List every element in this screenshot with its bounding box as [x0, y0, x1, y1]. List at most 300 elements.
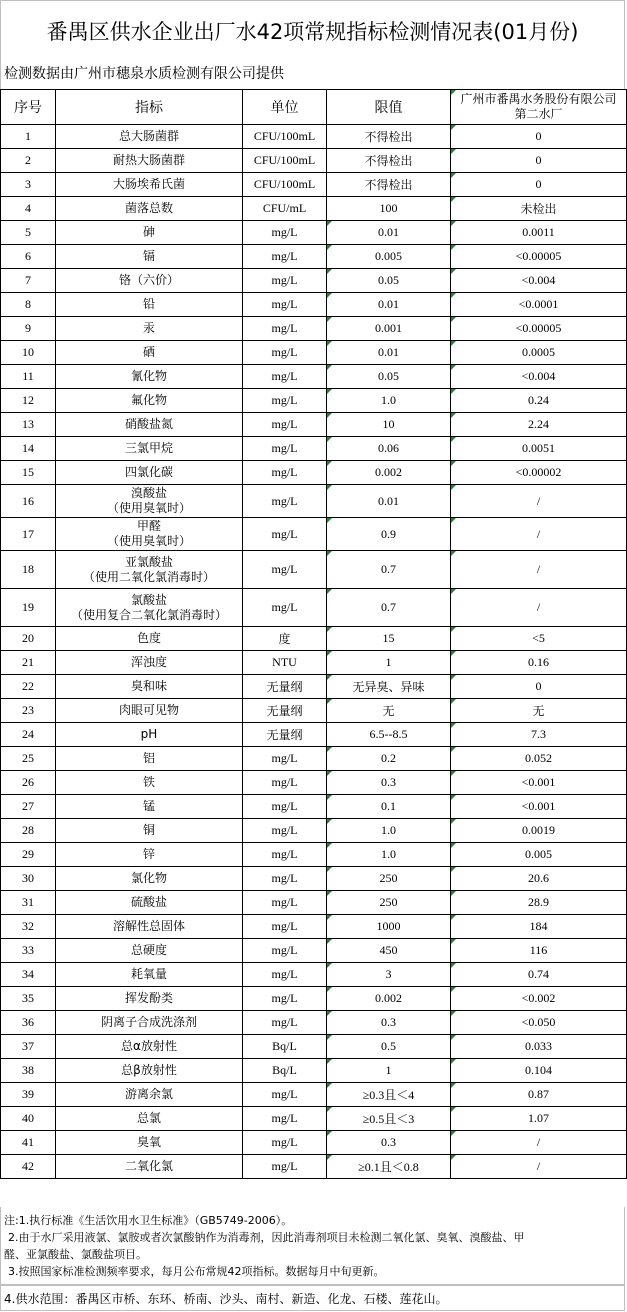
row-result: <0.050	[451, 1011, 627, 1035]
row-number: 11	[1, 365, 56, 389]
row-limit: 1.0	[327, 843, 451, 867]
indicator-name: 氰化物	[130, 369, 167, 383]
table-row	[1, 589, 627, 627]
row-unit: mg/L	[243, 437, 327, 461]
row-number: 40	[1, 1107, 56, 1131]
row-unit: mg/L	[243, 341, 327, 365]
indicator-name: 总氯	[136, 1111, 161, 1125]
indicator-name: 挥发酚类	[124, 991, 173, 1005]
row-indicator	[56, 699, 243, 723]
row-indicator	[56, 125, 243, 149]
row-unit: CFU/100mL	[243, 173, 327, 197]
row-unit: mg/L	[243, 389, 327, 413]
row-indicator	[56, 269, 243, 293]
row-limit: 1.0	[327, 819, 451, 843]
row-indicator	[56, 915, 243, 939]
row-result: <0.004	[451, 365, 627, 389]
table-row	[1, 437, 627, 461]
row-number: 17	[1, 518, 56, 551]
row-result: 0.16	[451, 651, 627, 675]
header-unit: 单位	[243, 90, 327, 125]
row-result: <0.001	[451, 795, 627, 819]
supply-scope: 4.供水范围：番禺区市桥、东环、桥南、沙头、南村、新造、化龙、石楼、莲花山。	[0, 1285, 625, 1311]
row-number: 23	[1, 699, 56, 723]
table-row	[1, 173, 627, 197]
table-row	[1, 699, 627, 723]
header-company-plant: 第二水厂	[514, 107, 563, 121]
table-row	[1, 1035, 627, 1059]
row-number: 1	[1, 125, 56, 149]
row-limit: 0.5	[327, 1035, 451, 1059]
row-indicator	[56, 651, 243, 675]
table-row	[1, 1011, 627, 1035]
table-row	[1, 149, 627, 173]
indicator-name: 总硬度	[130, 943, 167, 957]
row-unit: mg/L	[243, 551, 327, 589]
note-line: 注:1.执行标准《生活饮用水卫生标准》（GB5749-2006）。	[4, 1214, 293, 1227]
indicator-name: 锌	[142, 847, 155, 861]
header-indicator: 指标	[56, 90, 243, 125]
indicator-name: 游离余氯	[124, 1087, 173, 1101]
row-number: 4	[1, 197, 56, 221]
row-unit: mg/L	[243, 293, 327, 317]
row-indicator	[56, 843, 243, 867]
row-number: 2	[1, 149, 56, 173]
table-row	[1, 1059, 627, 1083]
row-indicator	[56, 317, 243, 341]
row-indicator	[56, 1059, 243, 1083]
row-result: 0	[451, 173, 627, 197]
row-indicator	[56, 221, 243, 245]
row-limit: 0.01	[327, 293, 451, 317]
row-limit: 250	[327, 867, 451, 891]
table-row	[1, 723, 627, 747]
row-result: 0.0051	[451, 437, 627, 461]
row-limit: 3	[327, 963, 451, 987]
table-row	[1, 627, 627, 651]
indicator-name: 四氯化碳	[124, 465, 173, 479]
table-row	[1, 843, 627, 867]
row-limit: 不得检出	[327, 125, 451, 149]
row-unit: Bq/L	[243, 1059, 327, 1083]
row-unit: mg/L	[243, 1011, 327, 1035]
row-limit: ≥0.3且＜4	[327, 1083, 451, 1107]
table-row	[1, 771, 627, 795]
table-row	[1, 1131, 627, 1155]
header-company-name: 广州市番禺水务股份有限公司	[460, 92, 617, 106]
row-unit: mg/L	[243, 1131, 327, 1155]
table-row	[1, 365, 627, 389]
row-limit: 0.01	[327, 485, 451, 518]
table-row	[1, 939, 627, 963]
row-number: 33	[1, 939, 56, 963]
row-number: 14	[1, 437, 56, 461]
indicator-name: 砷	[142, 225, 155, 239]
table-row	[1, 125, 627, 149]
table-row	[1, 389, 627, 413]
row-indicator	[56, 518, 243, 551]
indicator-condition: （使用复合二氧化氯消毒时）	[70, 607, 227, 622]
row-number: 6	[1, 245, 56, 269]
row-indicator	[56, 1083, 243, 1107]
table-row	[1, 317, 627, 341]
indicator-name: 溴酸盐	[130, 486, 167, 500]
note-line: 2.由于水厂采用液氯、氯胺或者次氯酸钠作为消毒剂，因此消毒剂项目未检测二氧化氯、臭氧、溴酸盐、甲	[8, 1231, 525, 1244]
row-result: 116	[451, 939, 627, 963]
table-row	[1, 341, 627, 365]
row-indicator	[56, 293, 243, 317]
indicator-table	[0, 89, 627, 1179]
indicator-name: 总β放射性	[121, 1063, 177, 1077]
row-unit: mg/L	[243, 963, 327, 987]
row-number: 42	[1, 1155, 56, 1179]
indicator-name: 铬（六价）	[118, 273, 179, 287]
table-row	[1, 551, 627, 589]
row-indicator	[56, 747, 243, 771]
table-row	[1, 1083, 627, 1107]
note-line: 醛、亚氯酸盐、氯酸盐项目。	[4, 1248, 147, 1261]
indicator-name: 阴离子合成洗涤剂	[100, 1015, 197, 1029]
indicator-name: 耗氧量	[130, 967, 167, 981]
table-row	[1, 747, 627, 771]
row-result: <5	[451, 627, 627, 651]
row-result: 0.0011	[451, 221, 627, 245]
indicator-name: 氟化物	[130, 393, 167, 407]
row-limit: 0.3	[327, 771, 451, 795]
row-limit: 0.2	[327, 747, 451, 771]
row-number: 5	[1, 221, 56, 245]
table-row	[1, 413, 627, 437]
row-limit: ≥0.5且＜3	[327, 1107, 451, 1131]
row-limit: 6.5--8.5	[327, 723, 451, 747]
indicator-name: 大肠埃希氏菌	[112, 177, 185, 191]
row-result: 0	[451, 125, 627, 149]
row-unit: mg/L	[243, 987, 327, 1011]
row-indicator	[56, 245, 243, 269]
row-result: 0.033	[451, 1035, 627, 1059]
indicator-name: 甲醛	[136, 519, 161, 533]
row-result: 184	[451, 915, 627, 939]
row-indicator	[56, 987, 243, 1011]
row-result: 0	[451, 675, 627, 699]
indicator-name: 硒	[142, 345, 155, 359]
row-unit: mg/L	[243, 317, 327, 341]
row-unit: mg/L	[243, 891, 327, 915]
row-number: 20	[1, 627, 56, 651]
indicator-name: 三氯甲烷	[124, 441, 173, 455]
row-unit: CFU/mL	[243, 197, 327, 221]
table-row	[1, 963, 627, 987]
table-row	[1, 1107, 627, 1131]
row-number: 25	[1, 747, 56, 771]
table-row	[1, 915, 627, 939]
row-unit: CFU/100mL	[243, 149, 327, 173]
table-row	[1, 461, 627, 485]
row-indicator	[56, 485, 243, 518]
table-row	[1, 518, 627, 551]
indicator-name: 总大肠菌群	[118, 129, 179, 143]
row-indicator	[56, 197, 243, 221]
row-limit: 0.002	[327, 987, 451, 1011]
row-result: 0.005	[451, 843, 627, 867]
row-number: 3	[1, 173, 56, 197]
row-number: 19	[1, 589, 56, 627]
table-row	[1, 891, 627, 915]
row-result: 0	[451, 149, 627, 173]
note-line: 3.按照国家标准检测频率要求，每月公布常规42项指标。数据每月中旬更新。	[8, 1265, 385, 1278]
row-indicator	[56, 341, 243, 365]
indicator-name: 氯酸盐	[130, 592, 167, 607]
row-number: 15	[1, 461, 56, 485]
indicator-name: 硝酸盐氮	[124, 417, 173, 431]
row-limit: 1	[327, 1059, 451, 1083]
row-limit: 0.06	[327, 437, 451, 461]
row-number: 38	[1, 1059, 56, 1083]
row-unit: CFU/100mL	[243, 125, 327, 149]
row-unit: mg/L	[243, 221, 327, 245]
row-indicator	[56, 1107, 243, 1131]
table-row	[1, 221, 627, 245]
indicator-name: 菌落总数	[124, 201, 173, 215]
row-unit: mg/L	[243, 939, 327, 963]
row-limit: 100	[327, 197, 451, 221]
indicator-condition: （使用臭氧时）	[106, 501, 191, 515]
row-indicator	[56, 365, 243, 389]
row-unit: mg/L	[243, 795, 327, 819]
row-unit: 无量纲	[243, 675, 327, 699]
header-company	[451, 90, 627, 125]
row-unit: mg/L	[243, 589, 327, 627]
indicator-name: 铝	[142, 751, 155, 765]
row-unit: mg/L	[243, 245, 327, 269]
row-indicator	[56, 795, 243, 819]
row-indicator	[56, 1131, 243, 1155]
row-unit: mg/L	[243, 269, 327, 293]
table-row	[1, 245, 627, 269]
row-unit: Bq/L	[243, 1035, 327, 1059]
row-unit: 无量纲	[243, 723, 327, 747]
row-indicator	[56, 173, 243, 197]
row-limit: 不得检出	[327, 173, 451, 197]
row-limit: 0.9	[327, 518, 451, 551]
row-number: 16	[1, 485, 56, 518]
row-number: 12	[1, 389, 56, 413]
row-unit: mg/L	[243, 771, 327, 795]
header-row	[1, 90, 627, 125]
row-result: 28.9	[451, 891, 627, 915]
indicator-name: 臭氧	[136, 1135, 161, 1149]
row-indicator	[56, 723, 243, 747]
row-result: <0.004	[451, 269, 627, 293]
indicator-name: pH	[140, 727, 158, 741]
row-result: 2.24	[451, 413, 627, 437]
row-limit: 0.7	[327, 551, 451, 589]
row-number: 10	[1, 341, 56, 365]
row-indicator	[56, 1011, 243, 1035]
row-indicator	[56, 939, 243, 963]
row-result: /	[451, 518, 627, 551]
row-limit: 无异臭、异味	[327, 675, 451, 699]
row-number: 41	[1, 1131, 56, 1155]
row-indicator	[56, 461, 243, 485]
row-number: 30	[1, 867, 56, 891]
row-number: 28	[1, 819, 56, 843]
row-result: <0.00002	[451, 461, 627, 485]
row-unit: mg/L	[243, 747, 327, 771]
row-indicator	[56, 867, 243, 891]
row-indicator	[56, 675, 243, 699]
row-unit: NTU	[243, 651, 327, 675]
table-row	[1, 819, 627, 843]
row-number: 7	[1, 269, 56, 293]
row-result: /	[451, 589, 627, 627]
indicator-name: 铅	[142, 297, 155, 311]
row-result: 1.07	[451, 1107, 627, 1131]
row-number: 26	[1, 771, 56, 795]
row-indicator	[56, 771, 243, 795]
row-number: 37	[1, 1035, 56, 1059]
row-indicator	[56, 389, 243, 413]
row-unit: mg/L	[243, 518, 327, 551]
row-result: <0.00005	[451, 317, 627, 341]
row-result: 0.0019	[451, 819, 627, 843]
row-number: 21	[1, 651, 56, 675]
row-number: 22	[1, 675, 56, 699]
row-limit: 不得检出	[327, 149, 451, 173]
row-result: /	[451, 551, 627, 589]
row-limit: 0.002	[327, 461, 451, 485]
row-indicator	[56, 819, 243, 843]
indicator-name: 锰	[142, 799, 155, 813]
row-number: 36	[1, 1011, 56, 1035]
row-number: 13	[1, 413, 56, 437]
row-unit: 无量纲	[243, 699, 327, 723]
row-indicator	[56, 437, 243, 461]
row-unit: mg/L	[243, 867, 327, 891]
row-result: 0.24	[451, 389, 627, 413]
row-result: 0.74	[451, 963, 627, 987]
indicator-name: 二氧化氯	[124, 1159, 173, 1173]
indicator-name: 汞	[142, 321, 155, 335]
row-limit: 0.1	[327, 795, 451, 819]
row-limit: 1000	[327, 915, 451, 939]
row-unit: mg/L	[243, 461, 327, 485]
row-number: 27	[1, 795, 56, 819]
row-limit: 250	[327, 891, 451, 915]
table-row	[1, 651, 627, 675]
indicator-name: 亚氯酸盐	[124, 554, 173, 569]
row-indicator	[56, 891, 243, 915]
table-row	[1, 867, 627, 891]
row-limit: ≥0.1且＜0.8	[327, 1155, 451, 1179]
row-limit: 0.7	[327, 589, 451, 627]
row-number: 9	[1, 317, 56, 341]
table-row	[1, 485, 627, 518]
row-limit: 10	[327, 413, 451, 437]
row-limit: 0.01	[327, 221, 451, 245]
row-result: 0.0005	[451, 341, 627, 365]
row-number: 18	[1, 551, 56, 589]
row-result: /	[451, 1131, 627, 1155]
row-limit: 1.0	[327, 389, 451, 413]
indicator-name: 铁	[142, 775, 155, 789]
row-limit: 0.3	[327, 1011, 451, 1035]
row-result: 20.6	[451, 867, 627, 891]
row-result: <0.002	[451, 987, 627, 1011]
row-indicator	[56, 551, 243, 589]
indicator-name: 肉眼可见物	[118, 703, 179, 717]
row-result: 0.052	[451, 747, 627, 771]
row-unit: mg/L	[243, 843, 327, 867]
indicator-name: 铜	[142, 823, 155, 837]
row-limit: 无	[327, 699, 451, 723]
row-unit: mg/L	[243, 365, 327, 389]
row-limit: 1	[327, 651, 451, 675]
row-limit: 0.05	[327, 365, 451, 389]
indicator-name: 总α放射性	[121, 1039, 177, 1053]
indicator-name: 硫酸盐	[130, 895, 167, 909]
row-limit: 0.001	[327, 317, 451, 341]
table-row	[1, 1155, 627, 1179]
row-unit: mg/L	[243, 1107, 327, 1131]
indicator-name: 色度	[136, 631, 161, 645]
header-limit: 限值	[327, 90, 451, 125]
row-number: 39	[1, 1083, 56, 1107]
row-result: 7.3	[451, 723, 627, 747]
indicator-condition: （使用臭氧时）	[106, 534, 191, 548]
table-row	[1, 269, 627, 293]
row-result: 0.104	[451, 1059, 627, 1083]
row-limit: 450	[327, 939, 451, 963]
indicator-name: 臭和味	[130, 679, 167, 693]
indicator-name: 氯化物	[130, 871, 167, 885]
row-unit: mg/L	[243, 819, 327, 843]
row-result: 无	[451, 699, 627, 723]
table-row	[1, 987, 627, 1011]
row-indicator	[56, 589, 243, 627]
table-row	[1, 675, 627, 699]
row-number: 29	[1, 843, 56, 867]
table-row	[1, 795, 627, 819]
notes-section	[0, 1207, 625, 1285]
row-result: <0.0001	[451, 293, 627, 317]
header-no: 序号	[1, 90, 56, 125]
row-result: <0.00005	[451, 245, 627, 269]
source-note: 检测数据由广州市穗泉水质检测有限公司提供	[0, 60, 625, 89]
table-row	[1, 197, 627, 221]
row-number: 24	[1, 723, 56, 747]
table-row	[1, 293, 627, 317]
row-limit: 0.3	[327, 1131, 451, 1155]
row-indicator	[56, 963, 243, 987]
indicator-name: 耐热大肠菌群	[112, 153, 185, 167]
indicator-name: 浑浊度	[130, 655, 167, 669]
row-limit: 0.05	[327, 269, 451, 293]
indicator-name: 镉	[142, 249, 155, 263]
row-number: 31	[1, 891, 56, 915]
row-number: 35	[1, 987, 56, 1011]
row-limit: 0.01	[327, 341, 451, 365]
indicator-name: 溶解性总固体	[112, 919, 185, 933]
row-unit: mg/L	[243, 1083, 327, 1107]
row-unit: 度	[243, 627, 327, 651]
row-result: /	[451, 485, 627, 518]
row-result: 未检出	[451, 197, 627, 221]
row-indicator	[56, 413, 243, 437]
row-unit: mg/L	[243, 413, 327, 437]
row-result: 0.87	[451, 1083, 627, 1107]
row-number: 8	[1, 293, 56, 317]
